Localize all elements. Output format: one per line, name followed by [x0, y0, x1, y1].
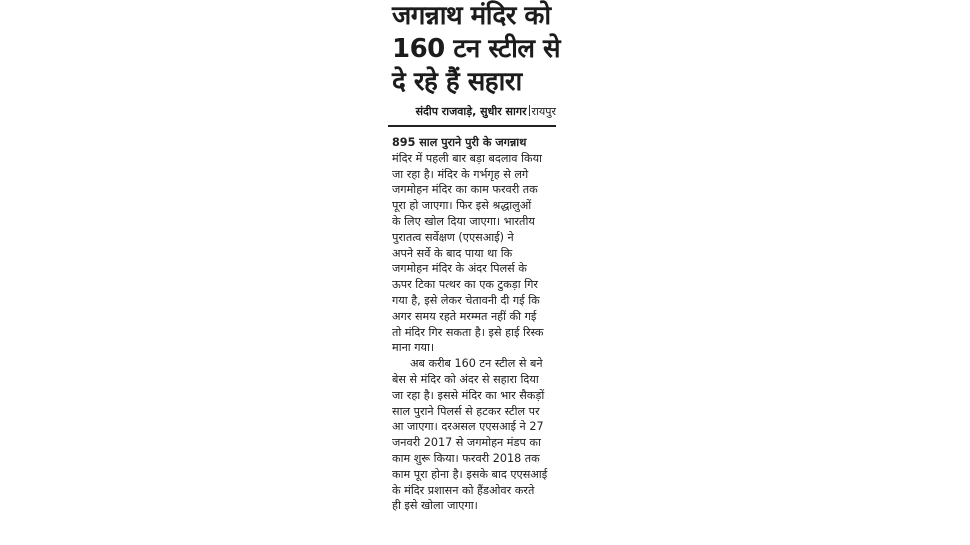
body-line: पूरा हो जाएगा। फिर इसे श्रद्धालुओं [392, 199, 532, 213]
body-line: अब करीब 160 टन स्टील से बने [410, 357, 543, 371]
headline [388, 0, 560, 99]
byline-rule [388, 125, 556, 127]
body-line: जगमोहन मंदिर का काम फरवरी तक [392, 183, 538, 197]
body-line: तो मंदिर गिर सकता है। इसे हाई रिस्क [392, 325, 544, 339]
headline-line: दे रहे हैं सहारा [392, 67, 522, 97]
paragraph-1 [392, 135, 556, 356]
body-line: अगर समय रहते मरम्मत नहीं की गई [392, 309, 537, 323]
byline-separator [529, 105, 530, 116]
headline-line: जगन्नाथ मंदिर को [392, 1, 551, 31]
body-line: बेस से मंदिर को अंदर से सहारा दिया [392, 372, 539, 386]
body-line: काम शुरू किया। फरवरी 2018 तक [392, 451, 540, 465]
article-body [388, 135, 560, 514]
body-line: जनवरी 2017 से जगमोहन मंडप का [392, 436, 541, 450]
body-line: ही इसे खोला जाएगा। [392, 499, 478, 513]
newspaper-clipping [388, 0, 560, 545]
byline-authors: संदीप राजवाड़े, सुधीर सागर [415, 105, 527, 118]
body-line: माना गया। [392, 341, 435, 355]
body-line: काम पूरा होना है। इसके बाद एएसआई [392, 467, 548, 481]
body-line: मंदिर में पहली बार बड़ा बदलाव किया [392, 151, 542, 165]
body-line: 895 साल पुराने पुरी के जगन्नाथ [392, 136, 527, 149]
byline [388, 105, 560, 119]
body-line: के मंदिर प्रशासन को हैंडओवर करते [392, 483, 535, 497]
body-line: अपने सर्वे के बाद पाया था कि [392, 246, 513, 260]
body-line: जगमोहन मंदिर के अंदर पिलर्स के [392, 262, 527, 276]
body-line: साल पुराने पिलर्स से हटकर स्टील पर [392, 404, 540, 418]
body-line: पुरातत्व सर्वेक्षण (एएसआई) ने [392, 230, 514, 244]
body-line: जा रहा है। मंदिर के गर्भगृह से लगे [392, 167, 529, 181]
body-line: जा रहा है। इससे मंदिर का भार सैकड़ों [392, 388, 545, 402]
body-line: गया है, इसे लेकर चेतावनी दी गई कि [392, 293, 540, 307]
headline-line: 160 टन स्टील से [392, 34, 561, 64]
byline-location: रायपुर [531, 105, 556, 118]
body-line: के लिए खोल दिया जाएगा। भारतीय [392, 214, 535, 228]
paragraph-2 [392, 356, 556, 514]
body-line: आ जाएगा। दरअसल एएसआई ने 27 [392, 420, 544, 434]
body-line: ऊपर टिका पत्थर का एक टुकड़ा गिर [392, 278, 538, 292]
